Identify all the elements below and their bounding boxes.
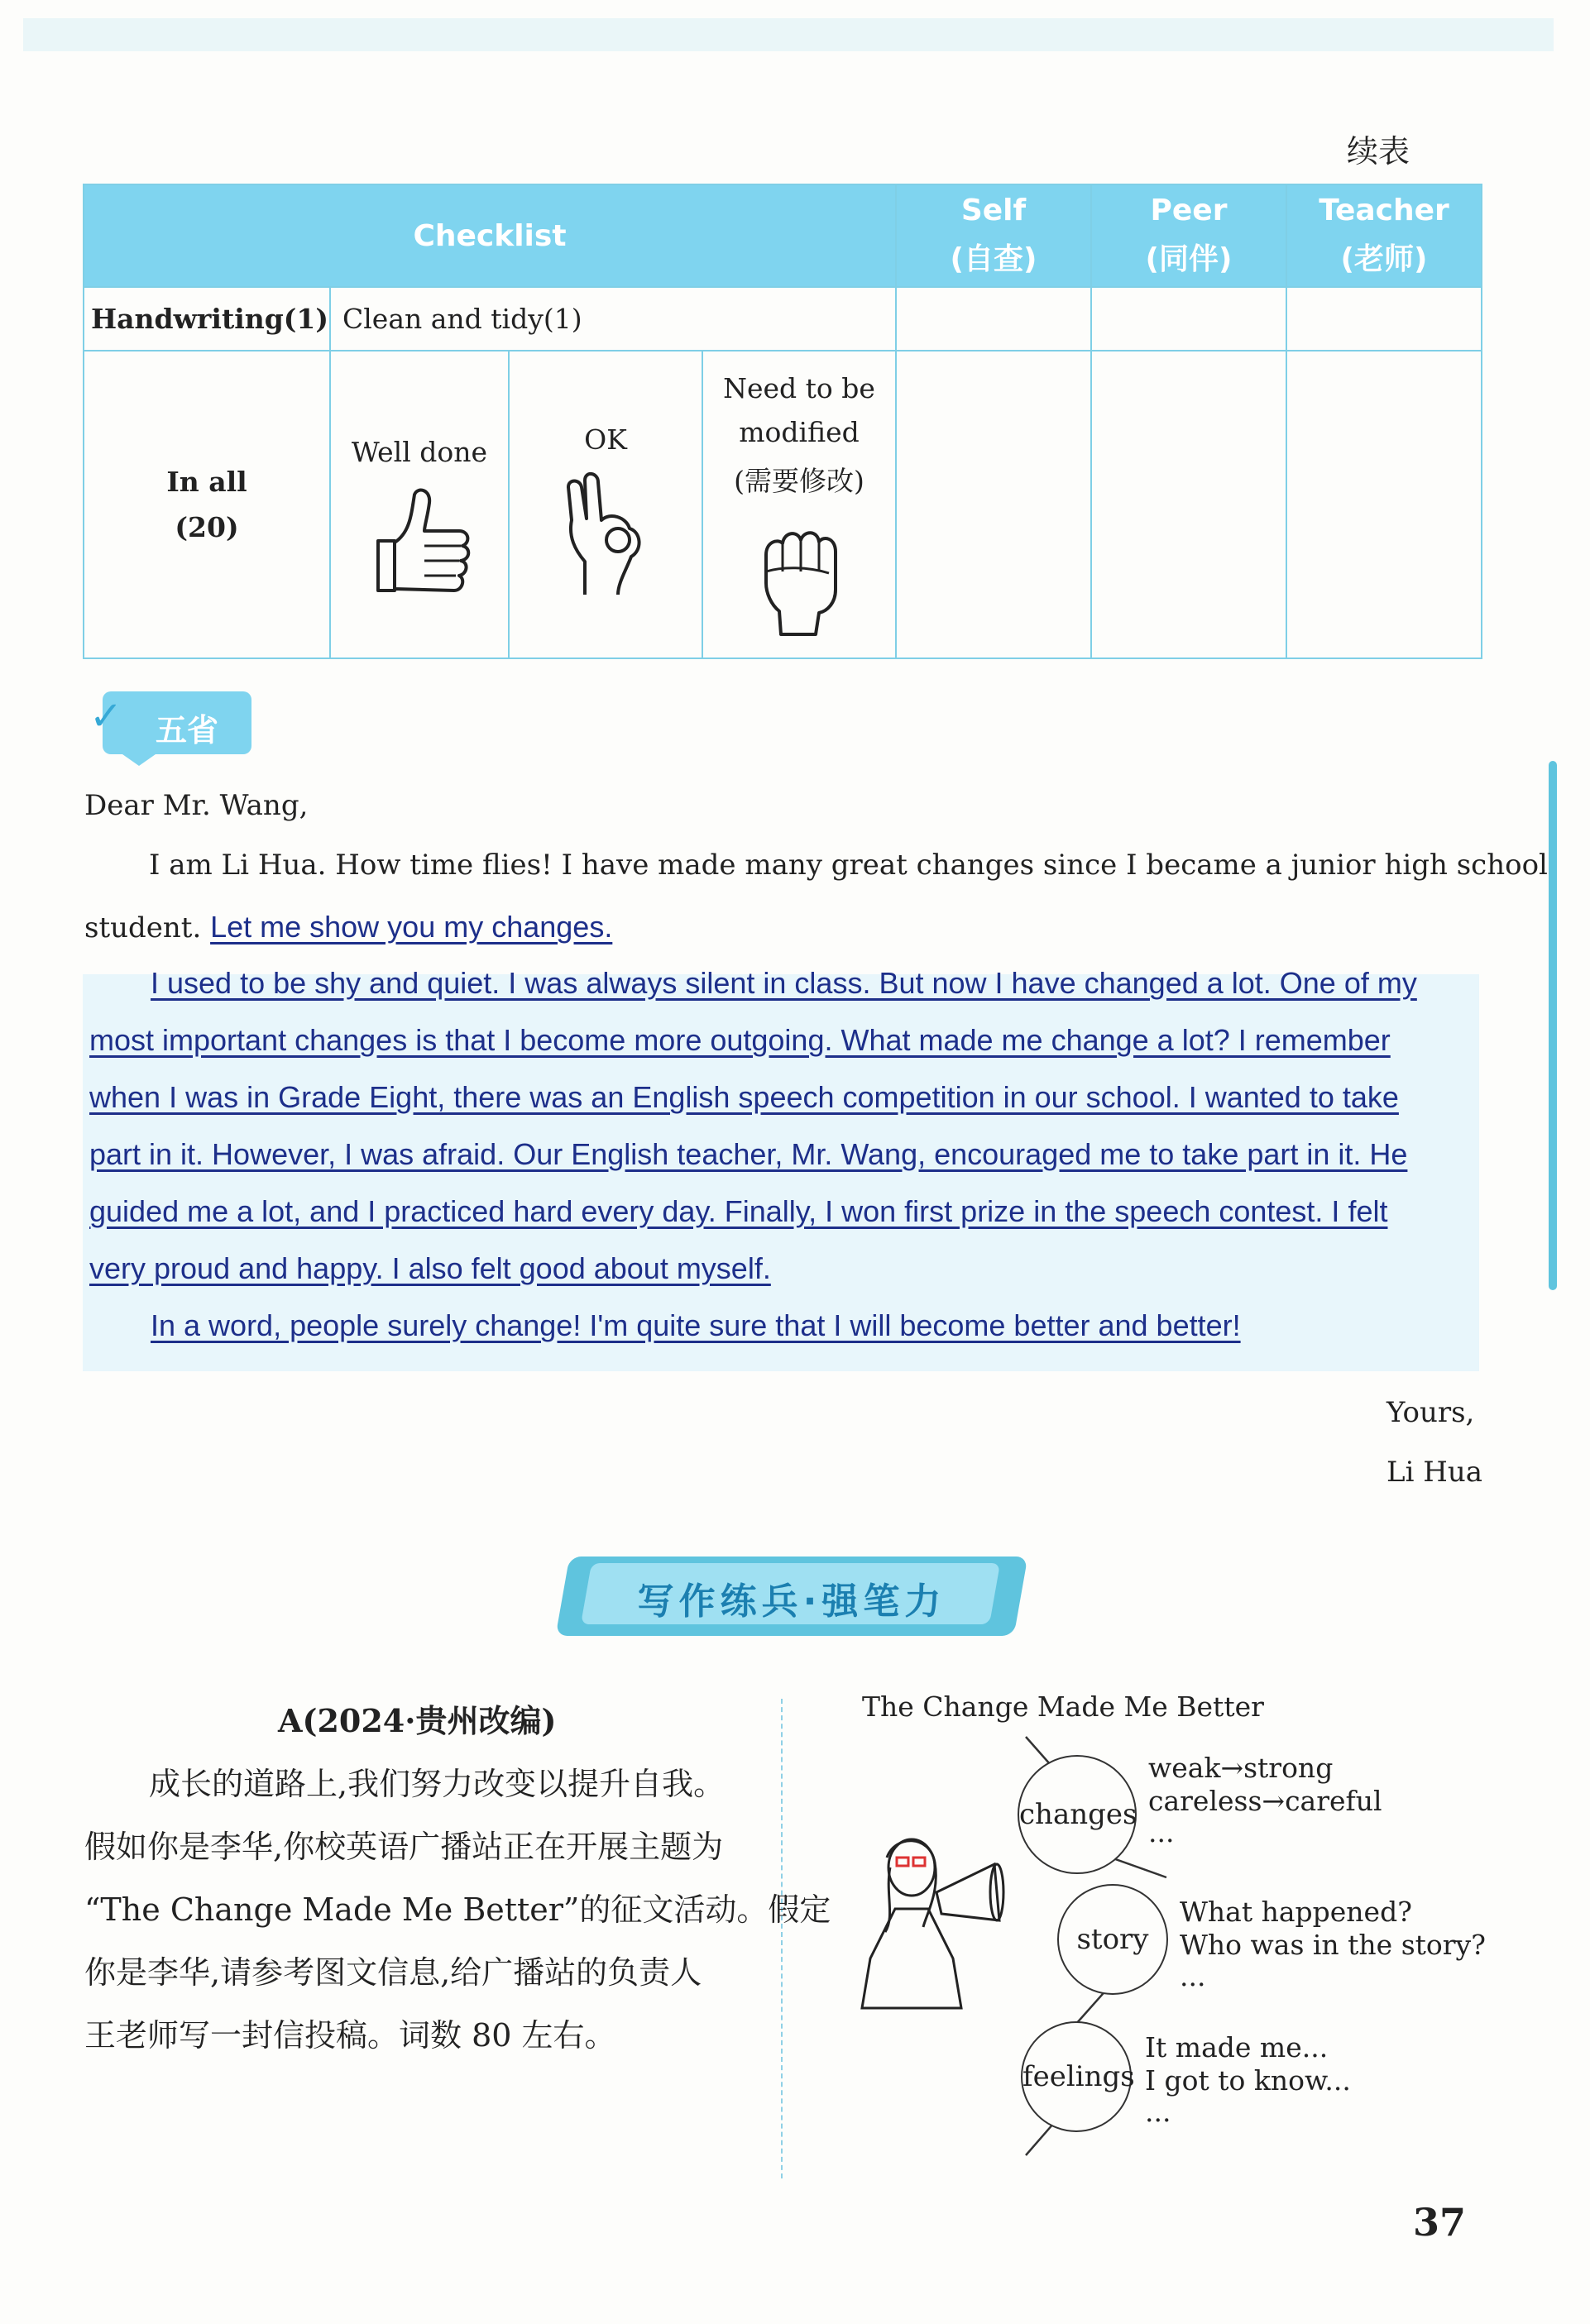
letter-p1-line2 bbox=[84, 910, 612, 944]
in-all-cell bbox=[84, 351, 330, 658]
ok-label: OK bbox=[584, 423, 627, 456]
self-header bbox=[896, 184, 1091, 287]
mindmap-node-feelings: feelings bbox=[1021, 2021, 1132, 2132]
section-badge bbox=[89, 691, 251, 758]
mindmap-title: The Change Made Me Better bbox=[862, 1690, 1264, 1723]
task-line: 假如你是李华,你校英语广播站正在开展主题为 bbox=[84, 1829, 724, 1865]
practice-banner: 写作练兵·强笔力 bbox=[637, 1580, 946, 1623]
handwriting-item: Clean and tidy(1) bbox=[330, 287, 896, 351]
column-divider bbox=[781, 1699, 783, 2178]
letter-closing: Yours, bbox=[1386, 1396, 1475, 1429]
letter-p3: In a word, people surely change! I'm quite sure that I will become better and better! bbox=[151, 1308, 1241, 1342]
mindmap-node-story: story bbox=[1057, 1884, 1168, 1995]
mindmap-note: ... bbox=[1145, 2096, 1171, 2128]
continued-label: 续表 bbox=[1347, 133, 1410, 170]
mindmap-note: Who was in the story? bbox=[1180, 1929, 1486, 1961]
task-source: A(2024·贵州改编) bbox=[278, 1702, 557, 1739]
handwriting-label: Handwriting(1) bbox=[84, 287, 330, 351]
page-number: 37 bbox=[1413, 2200, 1467, 2245]
letter-p1-underlined: Let me show you my changes. bbox=[210, 910, 613, 944]
checklist-header: Checklist bbox=[84, 184, 896, 287]
letter-p2-line: very proud and happy. I also felt good about myself. bbox=[89, 1251, 771, 1285]
badge-tail bbox=[122, 754, 156, 766]
ok-cell bbox=[509, 351, 702, 658]
letter-p1-plain: student. bbox=[84, 911, 202, 944]
task-line: 你是李华,请参考图文信息,给广播站的负责人 bbox=[84, 1954, 702, 1991]
letter-p1-line1: I am Li Hua. How time flies! I have made many great changes since I became a junior high school bbox=[149, 849, 1548, 882]
task-line: “The Change Made Me Better”的征文活动。假定 bbox=[84, 1891, 831, 1928]
mindmap-note: weak→strong bbox=[1148, 1752, 1334, 1784]
mindmap-note: It made me... bbox=[1145, 2031, 1329, 2063]
mindmap-node-changes: changes bbox=[1018, 1755, 1137, 1874]
need-line1: Need to be bbox=[723, 371, 875, 404]
fist-icon bbox=[750, 514, 849, 638]
checklist-table bbox=[83, 184, 1482, 659]
girl-megaphone-illustration bbox=[837, 1834, 1019, 2041]
peer-score-cell[interactable] bbox=[1091, 287, 1286, 351]
self-score-cell[interactable] bbox=[896, 287, 1091, 351]
page-top-band bbox=[23, 18, 1554, 51]
need-cn: (需要修改) bbox=[734, 464, 864, 497]
mindmap-note: I got to know... bbox=[1145, 2064, 1351, 2097]
self-total-cell[interactable] bbox=[896, 351, 1091, 658]
check-icon: ✓ bbox=[89, 693, 123, 739]
letter-p2-line: part in it. However, I was afraid. Our English teacher, Mr. Wang, encouraged me to take part in it. He bbox=[89, 1137, 1408, 1171]
peer-header bbox=[1091, 184, 1286, 287]
peer-header-en: Peer bbox=[1150, 194, 1228, 227]
task-line: 成长的道路上,我们努力改变以提升自我。 bbox=[149, 1766, 726, 1802]
letter-p2-line: most important changes is that I become more outgoing. What made me change a lot? I remember bbox=[89, 1023, 1391, 1057]
teacher-header-cn: (老师) bbox=[1340, 242, 1428, 276]
well-done-label: Well done bbox=[351, 435, 488, 468]
need-modify-cell bbox=[702, 351, 896, 658]
letter-p2-line: guided me a lot, and I practiced hard every day. Finally, I won first prize in the speech contest. I felt bbox=[89, 1194, 1388, 1228]
peer-total-cell[interactable] bbox=[1091, 351, 1286, 658]
mindmap-note: What happened? bbox=[1180, 1896, 1412, 1928]
letter-greeting: Dear Mr. Wang, bbox=[84, 789, 309, 822]
well-done-cell bbox=[330, 351, 509, 658]
in-all-label: In all bbox=[166, 466, 247, 498]
letter-signature: Li Hua bbox=[1386, 1456, 1483, 1489]
mindmap-note: careless→careful bbox=[1148, 1785, 1382, 1817]
ok-hand-icon bbox=[560, 471, 651, 603]
thumbs-up-icon bbox=[362, 483, 477, 607]
page-edge-stripe bbox=[1549, 761, 1557, 1290]
letter-p2-line: I used to be shy and quiet. I was always silent in class. But now I have changed a lot. One of my bbox=[151, 966, 1417, 1000]
teacher-header-en: Teacher bbox=[1319, 194, 1449, 227]
mindmap-note: ... bbox=[1148, 1816, 1175, 1848]
teacher-total-cell[interactable] bbox=[1286, 351, 1482, 658]
need-line2: modified bbox=[739, 415, 860, 448]
task-line: 王老师写一封信投稿。词数 80 左右。 bbox=[84, 2017, 616, 2054]
badge-label: 五省 bbox=[156, 712, 219, 748]
peer-header-cn: (同伴) bbox=[1145, 242, 1233, 276]
in-all-score: (20) bbox=[175, 511, 239, 543]
mindmap-note: ... bbox=[1180, 1960, 1206, 1992]
teacher-score-cell[interactable] bbox=[1286, 287, 1482, 351]
self-header-cn: (自查) bbox=[950, 242, 1037, 276]
teacher-header bbox=[1286, 184, 1482, 287]
letter-p2-line: when I was in Grade Eight, there was an English speech competition in our school. I wanted to take bbox=[89, 1080, 1399, 1114]
self-header-en: Self bbox=[960, 194, 1027, 227]
